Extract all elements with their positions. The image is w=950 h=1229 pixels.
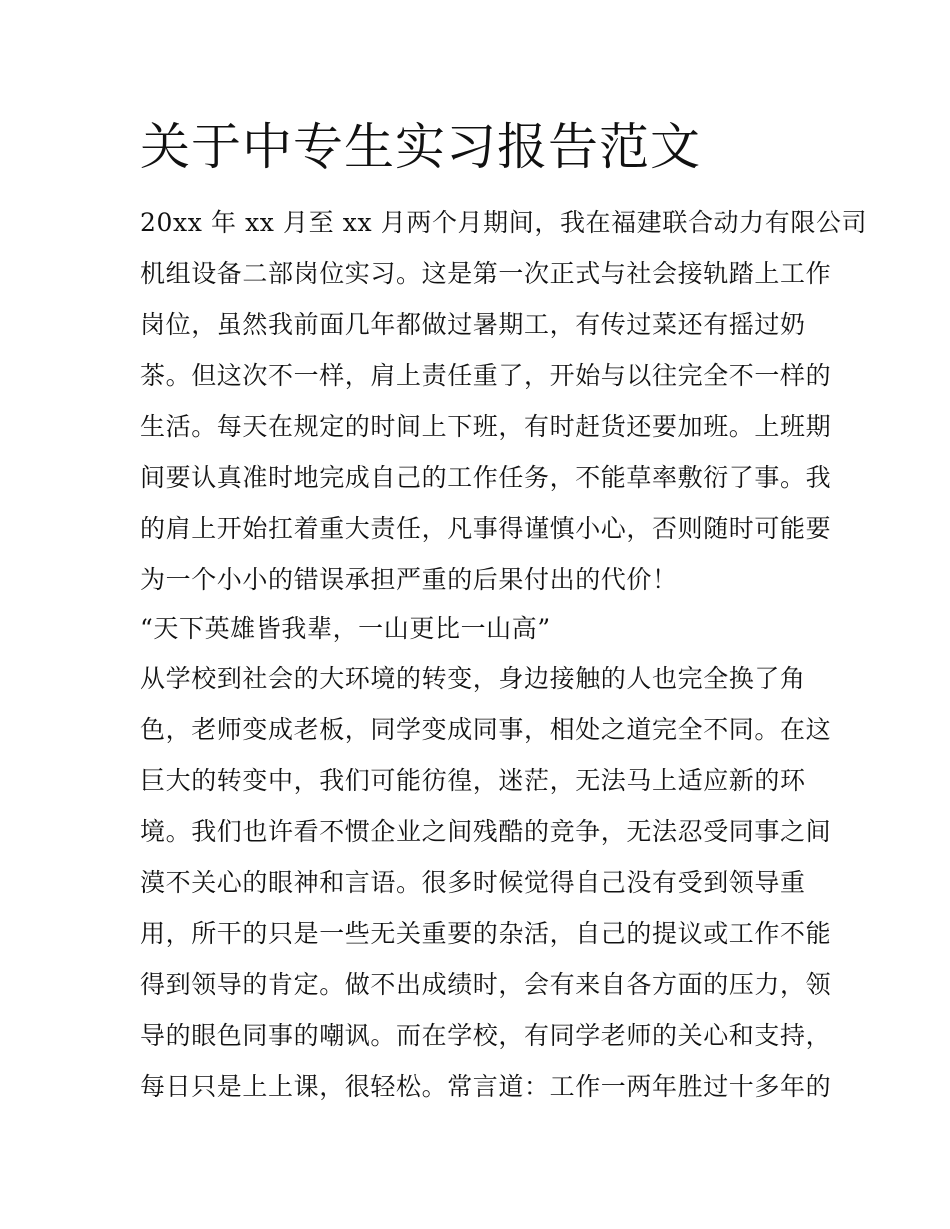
paragraph-line: 为一个小小的错误承担严重的后果付出的代价！ [140, 565, 678, 594]
paragraph-line: 巨大的转变中，我们可能彷徨，迷茫，无法马上适应新的环 [140, 766, 806, 795]
paragraph-line: 茶。但这次不一样，肩上责任重了，开始与以往完全不一样的 [140, 361, 832, 390]
paragraph-line: 导的眼色同事的嘲讽。而在学校，有同学老师的关心和支持， [140, 1021, 832, 1050]
paragraph-line: 用，所干的只是一些无关重要的杂活，自己的提议或工作不能 [140, 919, 832, 948]
paragraph-line: 漠不关心的眼神和言语。很多时候觉得自己没有受到领导重 [140, 868, 806, 897]
paragraph-line: 境。我们也许看不惯企业之间残酷的竞争，无法忍受同事之间 [140, 817, 832, 846]
paragraph-line: 从学校到社会的大环境的转变，身边接触的人也完全换了角 [140, 664, 806, 693]
paragraph-line: 的肩上开始扛着重大责任，凡事得谨慎小心，否则随时可能要 [140, 514, 832, 543]
document-title: 关于中专生实习报告范文 [140, 118, 701, 176]
paragraph-line: 色，老师变成老板，同学变成同事，相处之道完全不同。在这 [140, 715, 832, 744]
document-body [140, 197, 868, 1112]
paragraph-line: 间要认真准时地完成自己的工作任务，不能草率敷衍了事。我 [140, 463, 832, 492]
paragraph-line: 生活。每天在规定的时间上下班，有时赶货还要加班。上班期 [140, 412, 832, 441]
paragraph-line: 岗位，虽然我前面几年都做过暑期工，有传过菜还有摇过奶 [140, 310, 806, 339]
quote-line: “天下英雄皆我辈，一山更比一山高” [140, 614, 551, 643]
paragraph-line: 机组设备二部岗位实习。这是第一次正式与社会接轨踏上工作 [140, 259, 832, 288]
paragraph-line: 每日只是上上课，很轻松。常言道：工作一两年胜过十多年的 [140, 1072, 832, 1101]
paragraph-line: 得到领导的肯定。做不出成绩时，会有来自各方面的压力，领 [140, 970, 832, 999]
paragraph-line: 20xx 年 xx 月至 xx 月两个月期间，我在福建联合动力有限公司 [140, 208, 868, 237]
